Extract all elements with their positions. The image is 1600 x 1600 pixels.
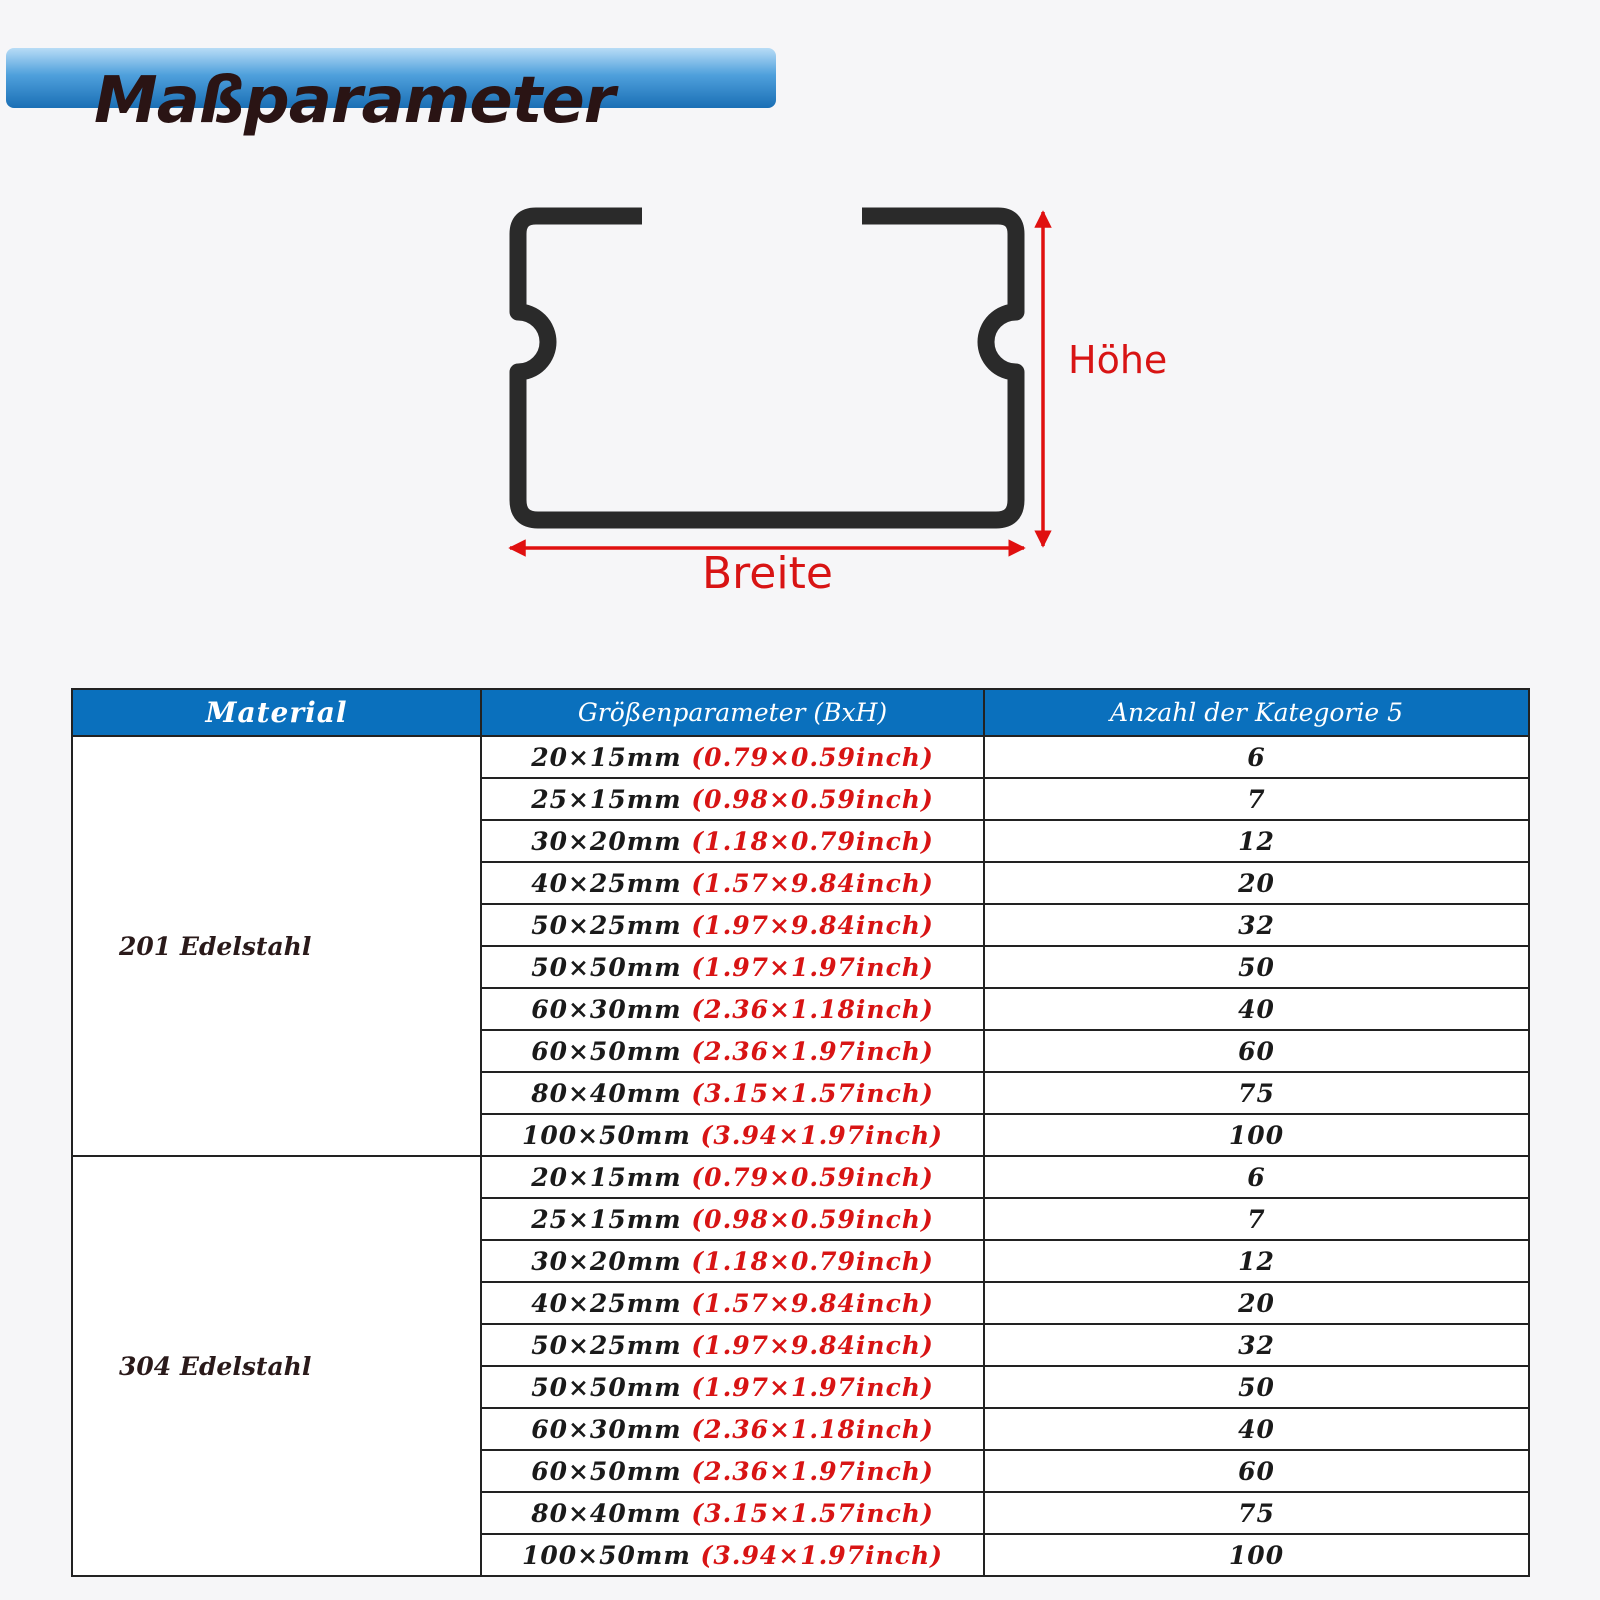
quantity-cell: 20 — [984, 862, 1529, 904]
quantity-cell: 50 — [984, 946, 1529, 988]
size-cell — [481, 904, 984, 946]
quantity-cell: 75 — [984, 1072, 1529, 1114]
width-label: Breite — [702, 548, 833, 599]
size-inch: (3.94×1.97inch) — [700, 1540, 943, 1570]
size-cell — [481, 1534, 984, 1576]
quantity-cell: 20 — [984, 1282, 1529, 1324]
size-inch: (0.98×0.59inch) — [691, 1204, 934, 1234]
quantity-cell: 100 — [984, 1114, 1529, 1156]
size-mm: 20×15mm — [531, 742, 682, 772]
size-inch: (0.79×0.59inch) — [691, 742, 934, 772]
size-mm: 50×25mm — [531, 1330, 682, 1360]
size-inch: (2.36×1.18inch) — [691, 994, 934, 1024]
size-cell — [481, 1366, 984, 1408]
size-mm: 30×20mm — [531, 826, 682, 856]
size-mm: 20×15mm — [531, 1162, 682, 1192]
size-cell — [481, 946, 984, 988]
dimension-table — [71, 688, 1530, 1577]
channel-profile-diagram — [0, 0, 1600, 640]
quantity-cell: 32 — [984, 1324, 1529, 1366]
size-inch: (2.36×1.97inch) — [691, 1456, 934, 1486]
size-cell — [481, 1072, 984, 1114]
quantity-cell: 6 — [984, 736, 1529, 778]
size-inch: (1.97×9.84inch) — [691, 1330, 934, 1360]
size-cell — [481, 1240, 984, 1282]
material-cell: 304 Edelstahl — [72, 1156, 481, 1576]
size-cell — [481, 1156, 984, 1198]
size-mm: 30×20mm — [531, 1246, 682, 1276]
size-cell — [481, 1492, 984, 1534]
channel-profile-shape — [518, 216, 1016, 520]
size-mm: 60×50mm — [531, 1456, 682, 1486]
size-inch: (1.97×9.84inch) — [691, 910, 934, 940]
quantity-cell: 60 — [984, 1450, 1529, 1492]
size-mm: 80×40mm — [531, 1498, 682, 1528]
size-mm: 100×50mm — [521, 1120, 691, 1150]
size-mm: 25×15mm — [531, 784, 682, 814]
material-cell: 201 Edelstahl — [72, 736, 481, 1156]
size-inch: (0.98×0.59inch) — [691, 784, 934, 814]
quantity-cell: 40 — [984, 1408, 1529, 1450]
quantity-cell: 60 — [984, 1030, 1529, 1072]
size-inch: (2.36×1.97inch) — [691, 1036, 934, 1066]
height-label: Höhe — [1068, 338, 1168, 382]
size-cell — [481, 1198, 984, 1240]
size-mm: 100×50mm — [521, 1540, 691, 1570]
size-inch: (1.97×1.97inch) — [691, 952, 934, 982]
size-inch: (1.18×0.79inch) — [691, 826, 934, 856]
size-inch: (0.79×0.59inch) — [691, 1162, 934, 1192]
size-cell — [481, 1114, 984, 1156]
size-cell — [481, 820, 984, 862]
size-mm: 40×25mm — [531, 868, 682, 898]
size-cell — [481, 862, 984, 904]
quantity-cell: 12 — [984, 820, 1529, 862]
column-header-quantity: Anzahl der Kategorie 5 — [984, 689, 1529, 736]
size-mm: 40×25mm — [531, 1288, 682, 1318]
column-header-size: Größenparameter (BxH) — [481, 689, 984, 736]
table-header-row — [72, 689, 1529, 736]
size-cell — [481, 736, 984, 778]
size-cell — [481, 1282, 984, 1324]
size-cell — [481, 778, 984, 820]
quantity-cell: 32 — [984, 904, 1529, 946]
size-mm: 50×25mm — [531, 910, 682, 940]
size-inch: (1.18×0.79inch) — [691, 1246, 934, 1276]
table-row — [72, 1156, 1529, 1198]
size-mm: 60×30mm — [531, 1414, 682, 1444]
size-mm: 25×15mm — [531, 1204, 682, 1234]
size-inch: (1.57×9.84inch) — [691, 868, 934, 898]
table-body — [72, 736, 1529, 1576]
size-cell — [481, 1324, 984, 1366]
size-inch: (1.97×1.97inch) — [691, 1372, 934, 1402]
page-title: Maßparameter — [94, 64, 615, 138]
size-cell — [481, 1408, 984, 1450]
quantity-cell: 50 — [984, 1366, 1529, 1408]
size-inch: (3.94×1.97inch) — [700, 1120, 943, 1150]
quantity-cell: 7 — [984, 778, 1529, 820]
table-row — [72, 736, 1529, 778]
column-header-material: Material — [72, 689, 481, 736]
size-inch: (1.57×9.84inch) — [691, 1288, 934, 1318]
quantity-cell: 12 — [984, 1240, 1529, 1282]
size-inch: (2.36×1.18inch) — [691, 1414, 934, 1444]
size-cell — [481, 1450, 984, 1492]
size-mm: 60×50mm — [531, 1036, 682, 1066]
quantity-cell: 7 — [984, 1198, 1529, 1240]
quantity-cell: 75 — [984, 1492, 1529, 1534]
size-cell — [481, 1030, 984, 1072]
size-inch: (3.15×1.57inch) — [691, 1078, 934, 1108]
size-cell — [481, 988, 984, 1030]
size-inch: (3.15×1.57inch) — [691, 1498, 934, 1528]
size-mm: 50×50mm — [531, 952, 682, 982]
size-mm: 50×50mm — [531, 1372, 682, 1402]
size-mm: 80×40mm — [531, 1078, 682, 1108]
size-mm: 60×30mm — [531, 994, 682, 1024]
quantity-cell: 6 — [984, 1156, 1529, 1198]
quantity-cell: 40 — [984, 988, 1529, 1030]
quantity-cell: 100 — [984, 1534, 1529, 1576]
